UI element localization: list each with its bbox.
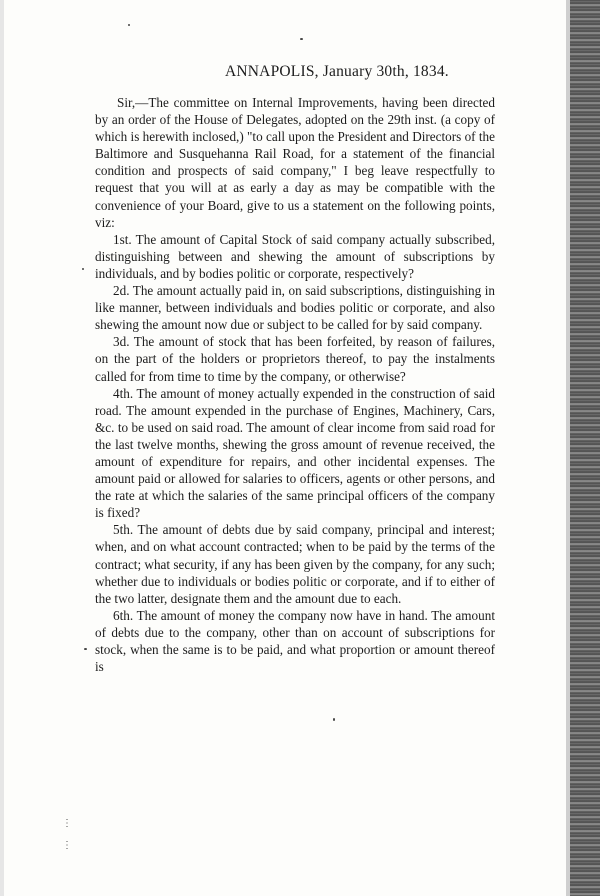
intro-paragraph: Sir,—The committee on Internal Improvements, having been directed by an order of the House of Delegates, adopted on the 29th inst. (a copy of which is herewith inclosed,) "to call upon the President and Directors of the Baltimore and Susquehanna Rail Road, for a statement of the financial condition and prospects of said company," I beg leave respectfully to request that you will at as early a day as may be compatible with the convenience of your Board, give to us a statement on the following points, viz:: [95, 95, 495, 230]
ink-speck: [128, 24, 130, 26]
ink-speck: [333, 718, 335, 721]
book-binding-edge: [570, 0, 600, 896]
ink-speck: [300, 38, 303, 40]
point-1-paragraph: 1st. The amount of Capital Stock of said company actually subscribed, distinguishing between and shewing the amount of subscriptions by individuals, and by bodies politic or corporate, respectively?: [95, 231, 495, 281]
ink-speck: [82, 268, 84, 270]
dateline-heading: ANNAPOLIS, January 30th, 1834.: [225, 63, 449, 80]
point-5-paragraph: 5th. The amount of debts due by said company, principal and interest; when, and on what account contracted; when to be paid by the terms of the contract; what security, if any has been given by the company, for any such; whether due to individuals or bodies politic or corporate, and if to either of the two latter, designate them and the amount due to each.: [95, 522, 496, 606]
point-4-paragraph: 4th. The amount of money actually expended in the construction of said road. The amount expended in the purchase of Engines, Machinery, Cars, &c. to be used on said road. The amount of clear income from said road for the last twelve months, shewing the gross amount of revenue received, the amount of expenditure for repairs, and other incidental expenses. The amount paid or allowed for salaries to officers, agents or other persons, and the rate at which the salaries of the same principal officers of the company is fixed?: [95, 385, 495, 521]
point-6-paragraph: 6th. The amount of money the company now have in hand. The amount of debts due to the company, other than on account of subscriptions for stock, when the same is to be paid, and what proportion or amount thereof is: [95, 607, 495, 675]
point-2-paragraph: 2d. The amount actually paid in, on said subscriptions, distinguishing in like manner, between individuals and bodies politic or corporate, and also shewing the amount now due or subject to be called for by said company.: [95, 283, 495, 333]
margin-mark: ⋮: [62, 818, 72, 829]
page-left-edge: [0, 0, 4, 896]
ink-speck: [84, 648, 87, 650]
point-3-paragraph: 3d. The amount of stock that has been forfeited, by reason of failures, on the part of the holders or proprietors thereof, to pay the instalments called for from time to time by the company, or otherwise?: [95, 334, 495, 384]
margin-mark: ⋮: [62, 840, 72, 851]
letter-body: [95, 94, 495, 675]
